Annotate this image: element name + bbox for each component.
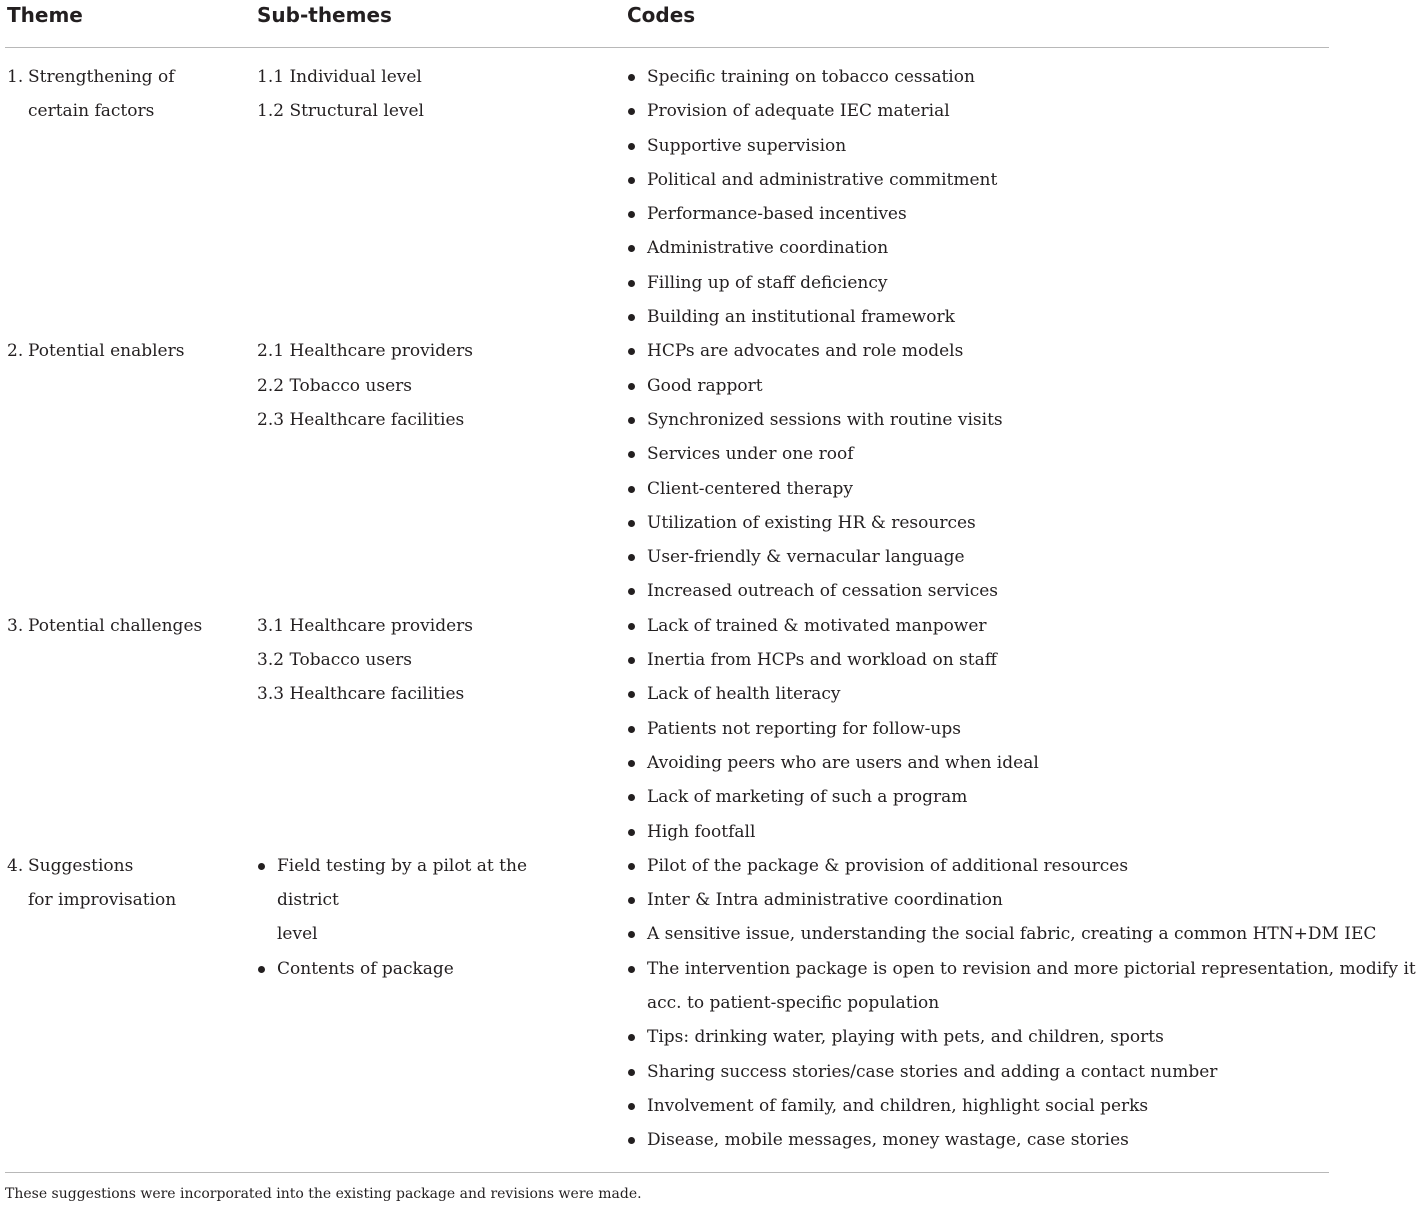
code-item: Supportive supervision bbox=[627, 129, 1332, 163]
code-item bbox=[627, 952, 1416, 1021]
sub-themes-cell bbox=[257, 60, 587, 129]
code-item: User-friendly & vernacular language bbox=[627, 540, 1332, 574]
code-item bbox=[627, 1020, 1332, 1054]
code-item: Provision of adequate IEC material bbox=[627, 94, 1332, 128]
sub-themes-cell bbox=[257, 849, 587, 986]
code-item: Avoiding peers who are users and when ideal bbox=[627, 746, 1332, 780]
sub-theme: 2.3 Healthcare facilities bbox=[257, 409, 465, 430]
code-line: Involvement of family, and children, highlight social perks bbox=[647, 1095, 1149, 1116]
code-item: High footfall bbox=[627, 815, 1332, 849]
codes-cell bbox=[627, 334, 1332, 608]
theme-text: Potential challenges bbox=[28, 615, 203, 636]
code-item: Lack of trained & motivated manpower bbox=[627, 609, 1332, 643]
table-row bbox=[0, 849, 1416, 1158]
code-item bbox=[627, 883, 1332, 917]
codes-cell bbox=[627, 609, 1332, 849]
theme-number: 1. bbox=[7, 67, 24, 87]
theme-text: Strengthening of bbox=[28, 67, 175, 87]
theme-number: 4. bbox=[7, 855, 24, 876]
theme-text: Potential enablers bbox=[28, 341, 185, 362]
code-item: Synchronized sessions with routine visits bbox=[627, 403, 1332, 437]
theme-text: Suggestions bbox=[28, 855, 134, 876]
code-item: Performance-based incentives bbox=[627, 197, 1332, 231]
header-sub-themes: Sub-themes bbox=[257, 3, 392, 27]
code-item bbox=[627, 917, 1377, 951]
sub-theme: 3.1 Healthcare providers bbox=[257, 615, 474, 636]
code-item bbox=[627, 1055, 1332, 1089]
code-line: Inter & Intra administrative coordination bbox=[647, 890, 1003, 911]
header-theme: Theme bbox=[7, 3, 83, 27]
code-item bbox=[627, 1123, 1332, 1157]
code-line: Disease, mobile messages, money wastage, case stories bbox=[647, 1130, 1129, 1151]
theme-cell bbox=[7, 60, 247, 129]
sub-theme: 3.3 Healthcare facilities bbox=[257, 684, 465, 705]
sub-theme: 1.1 Individual level bbox=[257, 67, 422, 87]
code-line: Sharing success stories/case stories and adding a contact number bbox=[647, 1061, 1218, 1082]
table-row bbox=[0, 334, 1334, 608]
sub-theme-line: Field testing by a pilot at the district bbox=[277, 855, 528, 911]
code-line: Tips: drinking water, playing with pets, and children, sports bbox=[647, 1027, 1164, 1048]
code-item: Specific training on tobacco cessation bbox=[627, 60, 1332, 94]
sub-theme: 3.2 Tobacco users bbox=[257, 650, 412, 671]
code-item bbox=[627, 849, 1332, 883]
table-row bbox=[0, 60, 1334, 334]
theme-number: 3. bbox=[7, 615, 24, 636]
sub-theme-bullet bbox=[257, 849, 587, 952]
codes-cell bbox=[627, 849, 1416, 1158]
code-item: Increased outreach of cessation services bbox=[627, 574, 1332, 608]
sub-theme: 1.2 Structural level bbox=[257, 101, 424, 122]
code-item bbox=[627, 1089, 1332, 1123]
sub-theme-line: level bbox=[277, 924, 318, 945]
code-line: Pilot of the package & provision of additional resources bbox=[647, 855, 1129, 876]
code-item: Lack of marketing of such a program bbox=[627, 780, 1332, 814]
code-line: acc. to patient-specific population bbox=[647, 993, 940, 1014]
sub-theme: 2.1 Healthcare providers bbox=[257, 341, 474, 362]
theme-text: for improvisation bbox=[28, 890, 177, 911]
code-item: Political and administrative commitment bbox=[627, 163, 1332, 197]
code-item: HCPs are advocates and role models bbox=[627, 334, 1332, 368]
table-row bbox=[0, 609, 1334, 849]
table-body bbox=[0, 60, 1416, 1158]
theme-number: 2. bbox=[7, 341, 24, 362]
code-item: Utilization of existing HR & resources bbox=[627, 506, 1332, 540]
code-item: Services under one roof bbox=[627, 437, 1332, 471]
sub-theme-line: Contents of package bbox=[277, 958, 454, 979]
code-item: Building an institutional framework bbox=[627, 300, 1332, 334]
sub-theme: 2.2 Tobacco users bbox=[257, 375, 412, 396]
theme-text: certain factors bbox=[28, 101, 155, 122]
header-codes: Codes bbox=[627, 3, 696, 27]
code-item: Client-centered therapy bbox=[627, 472, 1332, 506]
sub-themes-cell bbox=[257, 334, 587, 437]
theme-cell bbox=[7, 334, 247, 368]
code-item: Administrative coordination bbox=[627, 231, 1332, 265]
code-item: Lack of health literacy bbox=[627, 677, 1332, 711]
sub-theme-bullet bbox=[257, 952, 587, 986]
footer-rule bbox=[5, 1172, 1329, 1173]
code-item: Good rapport bbox=[627, 369, 1332, 403]
sub-themes-cell bbox=[257, 609, 587, 712]
code-item: Filling up of staff deficiency bbox=[627, 266, 1332, 300]
code-item: Inertia from HCPs and workload on staff bbox=[627, 643, 1332, 677]
code-item: Patients not reporting for follow-ups bbox=[627, 712, 1332, 746]
table-footnote: These suggestions were incorporated into the existing package and revisions were made. bbox=[5, 1186, 642, 1202]
theme-cell bbox=[7, 609, 247, 643]
header-rule bbox=[5, 47, 1329, 48]
code-line: A sensitive issue, understanding the social fabric, creating a common HTN+DM IEC bbox=[647, 924, 1377, 945]
theme-cell bbox=[7, 849, 247, 918]
codes-cell bbox=[627, 60, 1332, 334]
code-line: The intervention package is open to revision and more pictorial representation, modify it bbox=[647, 958, 1416, 979]
